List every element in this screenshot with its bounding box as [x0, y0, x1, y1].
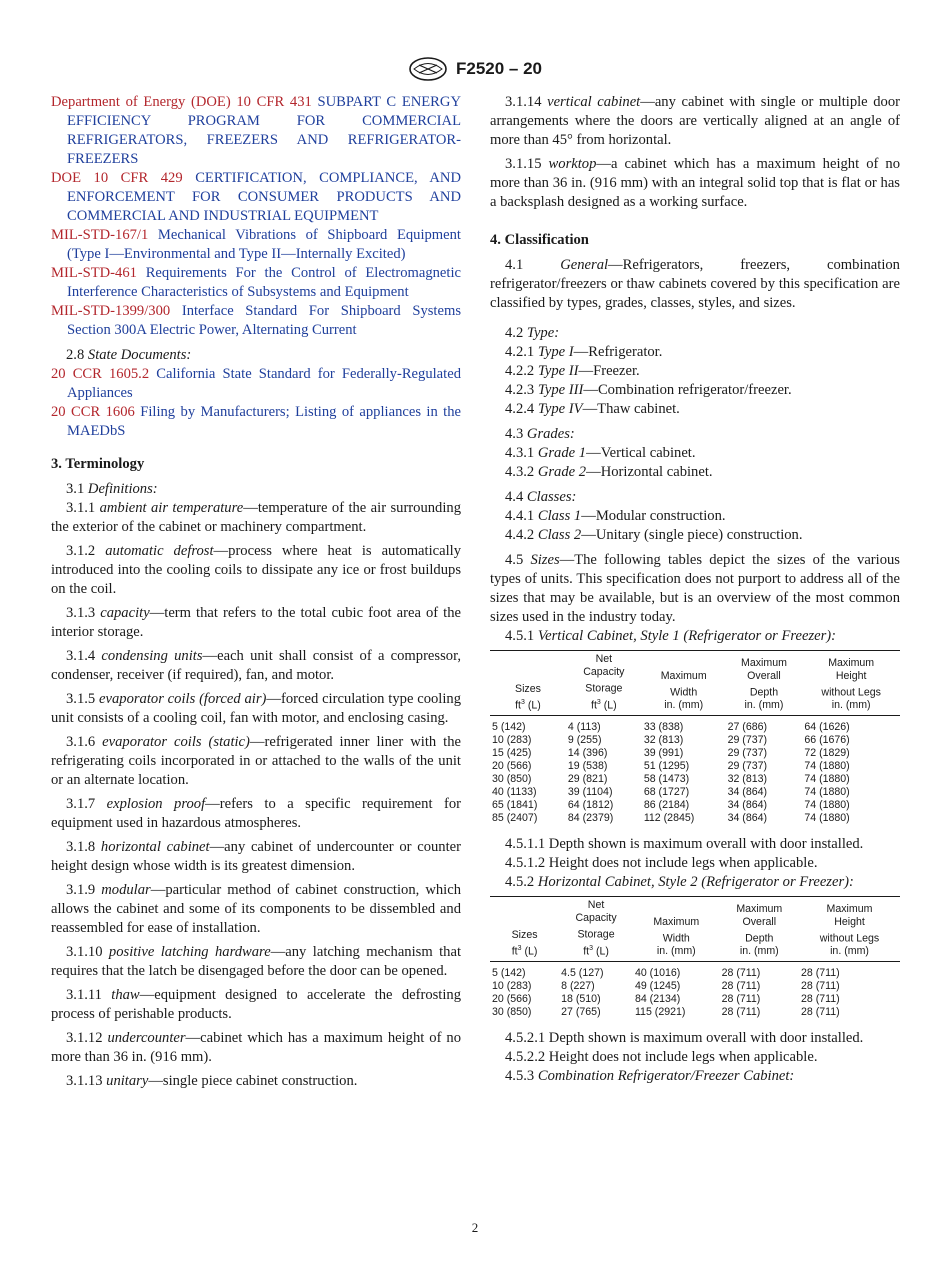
definition-paragraph	[51, 881, 461, 938]
header-line-part: ft	[583, 945, 590, 958]
table-header	[490, 651, 900, 716]
reference-code[interactable]: MIL-STD-167/1	[51, 227, 149, 243]
header-line: Sizes	[515, 682, 541, 695]
table-cell: 33 (838)	[643, 721, 684, 734]
header-line-part: 3	[589, 944, 593, 952]
header-line: Maximum	[741, 656, 787, 669]
item-term: horizontal cabinet	[100, 839, 210, 855]
table-cell: 51 (1295)	[643, 760, 690, 773]
item-text: —any cabinet of undercounter or counter height design whose width is its greatest dimension.	[51, 839, 461, 874]
item-number: 3.1.13	[66, 1073, 103, 1089]
item-text: —Modular construction.	[581, 508, 726, 524]
item-text: —forced circulation type cooling unit consists of a cooling coil, fan with motor, and enclosing casing.	[51, 691, 462, 726]
item-number: 4.2.4	[505, 401, 535, 417]
paragraph-4-5-3: 4.5.3 Combination Refrigerator/Freezer Cabinet:	[505, 1068, 795, 1085]
item-text: —term that refers to the total cubic foot area of the interior storage.	[51, 605, 461, 640]
table-cell: 28 (711)	[801, 980, 840, 993]
header-line-part: Storage	[577, 928, 615, 941]
table-cell: 74 (1880)	[804, 799, 850, 812]
item-text: —Combination refrigerator/freezer.	[583, 382, 792, 398]
table-cell: 66 (1676)	[804, 734, 850, 747]
reference-entry	[51, 365, 461, 403]
table-cell: 64 (1626)	[804, 721, 850, 734]
header-line: Height	[834, 915, 865, 928]
paragraph-4-5-2: 4.5.2 Horizontal Cabinet, Style 2 (Refrigerator or Freezer):	[505, 874, 854, 891]
header-line	[561, 925, 631, 942]
item-term: evaporator coils (static)	[102, 734, 250, 750]
table-body	[490, 716, 900, 830]
grades-list	[490, 444, 900, 482]
horizontal-cabinet-table	[490, 896, 900, 1023]
definition-paragraph	[505, 507, 900, 526]
reference-entry	[51, 264, 461, 302]
table-cell: 28 (711)	[721, 1006, 761, 1019]
item-text: —Vertical cabinet.	[586, 445, 696, 461]
header-line: Overall	[747, 669, 781, 682]
header-line	[801, 929, 898, 946]
header-line-part: ft	[515, 699, 521, 712]
table-cell: 20 (566)	[492, 760, 532, 773]
header-line	[492, 942, 557, 959]
table-cell: 32 (813)	[727, 773, 768, 786]
definition-paragraph	[51, 733, 461, 790]
column-header	[633, 897, 720, 962]
table-cell: 85 (2407)	[492, 812, 538, 825]
table-cell: 84 (2379)	[567, 812, 614, 825]
item-text: —particular method of cabinet construction, which allows the cabinet and some of its components to be dissembled and reassembled for ease of installation.	[51, 882, 461, 936]
item-number: 3.1.3	[66, 605, 96, 621]
table-cell: 30 (850)	[492, 773, 532, 786]
item-term: ambient air temperature	[99, 500, 244, 516]
table-cell: 39 (991)	[643, 747, 684, 760]
header-line: Net	[587, 899, 605, 912]
header-line: Maximum	[653, 915, 700, 928]
header-line: Maximum	[660, 669, 707, 682]
item-number: 4.4.1	[505, 508, 535, 524]
reference-code[interactable]: Department of Energy (DOE) 10 CFR 431	[51, 94, 312, 110]
table-cell: 10 (283)	[492, 980, 532, 993]
table-row	[490, 799, 900, 812]
header-line	[568, 696, 640, 713]
table-cell: 28 (711)	[801, 967, 840, 980]
note-4-5-2-2: 4.5.2.2 Height does not include legs when applicable.	[505, 1049, 818, 1066]
page-header	[0, 56, 950, 82]
table-cell: 34 (864)	[727, 799, 768, 812]
header-line-part: (L)	[600, 699, 617, 712]
table-cell: 29 (737)	[727, 760, 768, 773]
definition-paragraph	[51, 986, 461, 1024]
item-text: —a cabinet which has a maximum height of no more than 36 in. (916 mm) with an integral solid top that is flat or has a backsplash designed as a working surface.	[490, 156, 900, 210]
item-term: automatic defrost	[105, 543, 214, 559]
definition-paragraph	[51, 1029, 461, 1067]
section-4-heading: 4. Classification	[490, 232, 589, 248]
column-header	[559, 897, 633, 962]
table-cell: 84 (2134)	[634, 993, 681, 1006]
column-header	[726, 651, 803, 716]
definition-paragraph	[51, 943, 461, 981]
table-cell: 74 (1880)	[804, 773, 850, 786]
table-cell: 74 (1880)	[804, 786, 850, 799]
header-line: in. (mm)	[656, 945, 696, 958]
reference-title[interactable]: Filing by Manufacturers; Listing of appliances in the MAEDbS	[67, 404, 462, 439]
item-number: 3.1.4	[66, 648, 96, 664]
item-term: Class 1	[537, 508, 582, 524]
item-term: unitary	[106, 1073, 149, 1089]
table-cell: 29 (737)	[727, 747, 768, 760]
classes-list	[490, 507, 900, 545]
table-header	[490, 897, 900, 962]
item-term: positive latching hardware	[108, 944, 271, 960]
column-header	[490, 897, 559, 962]
vertical-cabinet-table	[490, 650, 900, 829]
item-text: —refers to a specific requirement for equipment used in hazardous atmospheres.	[51, 796, 461, 831]
header-line	[568, 679, 640, 696]
table-cell: 74 (1880)	[804, 760, 850, 773]
table-cell: 27 (765)	[561, 1006, 601, 1019]
table-row	[490, 773, 900, 786]
definition-paragraph	[51, 1072, 461, 1091]
left-column	[51, 93, 461, 1096]
item-term: Grade 1	[537, 445, 587, 461]
header-line-part: Width	[662, 932, 690, 945]
reference-entry	[51, 302, 461, 340]
table-cell: 58 (1473)	[643, 773, 690, 786]
definition-paragraph	[505, 381, 900, 400]
terms-list	[51, 499, 461, 1091]
table-cell: 20 (566)	[492, 993, 532, 1006]
reference-title[interactable]: Mechanical Vibrations of Shipboard Equipment (Type I—Environmental and Type II—Internally Excited)	[67, 227, 461, 262]
item-term: Type IV	[537, 401, 583, 417]
table-cell: 29 (821)	[567, 773, 608, 786]
reference-code[interactable]: 20 CCR 1605.2	[51, 366, 150, 382]
item-text: —each unit shall consist of a compressor, condenser, receiver (if required), fan, and motor.	[51, 648, 461, 683]
reference-entry	[51, 93, 461, 169]
definition-paragraph	[505, 444, 900, 463]
item-number: 3.1.6	[66, 734, 96, 750]
table-body	[490, 962, 900, 1024]
definition-paragraph	[490, 155, 900, 212]
column-header	[566, 651, 642, 716]
item-text: —cabinet which has a maximum height of no more than 36 in. (916 mm).	[51, 1030, 461, 1065]
table-cell: 8 (227)	[561, 980, 595, 993]
item-number: 4.2.2	[505, 363, 535, 379]
terms-list-continued	[490, 93, 900, 212]
item-number: 3.1.8	[66, 839, 96, 855]
item-number: 3.1.7	[66, 796, 96, 812]
item-term: Class 2	[537, 527, 582, 543]
table-cell: 86 (2184)	[643, 799, 690, 812]
table-row	[490, 716, 900, 735]
column-header	[720, 897, 799, 962]
item-text: —any latching mechanism that requires that the latch be disengaged before the door can be opened.	[51, 944, 461, 979]
page-number: 2	[471, 1220, 479, 1235]
item-number: 4.2.3	[505, 382, 535, 398]
definition-paragraph	[51, 838, 461, 876]
item-text: —any cabinet with single or multiple door arrangements where the doors are vertically aligned at an angle of more than 45° from horizontal.	[490, 94, 900, 148]
header-line-part: without Legs	[821, 686, 881, 699]
item-text: —Unitary (single piece) construction.	[581, 527, 803, 543]
table-cell: 49 (1245)	[634, 980, 681, 993]
table-cell: 28 (711)	[801, 993, 840, 1006]
header-line-part: ft	[511, 945, 518, 958]
header-row	[490, 897, 900, 962]
definition-paragraph	[505, 400, 900, 419]
definition-paragraph	[51, 542, 461, 599]
table-cell: 34 (864)	[727, 812, 768, 825]
header-line: Maximum	[826, 902, 873, 915]
table-cell: 112 (2845)	[643, 812, 695, 825]
paragraph-4-4: 4.4 Classes:	[505, 489, 577, 505]
header-line	[635, 929, 718, 946]
header-line: Maximum	[828, 656, 875, 669]
header-superscript: 3	[517, 944, 522, 952]
header-line	[728, 683, 801, 700]
paragraph-4-2: 4.2 Type:	[505, 325, 560, 341]
reference-entry	[51, 226, 461, 264]
table-row	[490, 786, 900, 799]
table-row	[490, 760, 900, 773]
header-line-part: (L)	[521, 945, 538, 958]
item-number: 4.2.1	[505, 344, 535, 360]
header-line: Capacity	[575, 912, 617, 925]
item-term: undercounter	[107, 1030, 186, 1046]
header-line-part: Depth	[749, 686, 779, 699]
section-3-heading: 3. Terminology	[51, 456, 145, 472]
item-term: modular	[101, 882, 151, 898]
item-term: evaporator coils (forced air)	[99, 691, 267, 707]
reference-entry	[51, 169, 461, 226]
table-cell: 72 (1829)	[804, 747, 850, 760]
header-line: in. (mm)	[739, 945, 779, 958]
table-cell: 10 (283)	[492, 734, 532, 747]
paragraph-4-5-1: 4.5.1 Vertical Cabinet, Style 1 (Refrigerator or Freezer):	[505, 628, 837, 644]
definitions-heading: 3.1 Definitions:	[66, 481, 158, 497]
table-cell: 30 (850)	[492, 1006, 532, 1019]
reference-code[interactable]: DOE 10 CFR 429	[51, 170, 183, 186]
item-number: 3.1.2	[66, 543, 96, 559]
header-line: in. (mm)	[831, 699, 871, 712]
definition-paragraph	[505, 362, 900, 381]
header-line: Net	[595, 653, 613, 665]
paragraph-4-3: 4.3 Grades:	[505, 426, 575, 442]
header-line-part: Storage	[585, 682, 623, 695]
table-row	[490, 812, 900, 829]
astm-logo-icon	[408, 56, 448, 82]
standard-designation: F2520 – 20	[455, 59, 542, 78]
header-line-part: 3	[596, 698, 601, 706]
reference-title[interactable]: California State Standard for Federally-Regulated Appliances	[67, 366, 461, 401]
table-row	[490, 747, 900, 760]
header-line	[644, 683, 724, 700]
header-line-part: ft	[591, 699, 597, 712]
reference-entry	[51, 403, 462, 441]
definition-paragraph	[505, 526, 900, 545]
header-line: Overall	[742, 915, 777, 928]
table-cell: 14 (396)	[567, 747, 608, 760]
table-cell: 65 (1841)	[492, 799, 538, 812]
reference-title[interactable]: Requirements For the Control of Electromagnetic Interference Characteristics of Subsystems and Equipment	[67, 265, 461, 300]
table-cell: 28 (711)	[801, 1006, 840, 1019]
definition-paragraph	[505, 343, 900, 362]
table-row	[490, 1006, 900, 1023]
definition-paragraph	[51, 604, 461, 642]
item-number: 4.3.2	[505, 464, 535, 480]
header-line-part: Depth	[745, 932, 774, 945]
paragraph-4-5: 4.5 Sizes—The following tables depict the sizes of the various types of units. This specification does not purport to address all of the sizes that may be available, but is an overview of the most common sizes used in the industry today.	[490, 552, 900, 625]
state-documents-heading: 2.8 State Documents:	[66, 347, 192, 363]
item-term: Type II	[537, 363, 579, 379]
table-cell: 28 (711)	[721, 967, 761, 980]
table-cell: 40 (1133)	[492, 786, 537, 799]
header-line-part: without Legs	[819, 932, 880, 945]
reference-list	[51, 93, 461, 340]
table-cell: 27 (686)	[727, 721, 768, 734]
item-term: Grade 2	[537, 464, 587, 480]
header-line: Height	[835, 669, 867, 682]
table-cell: 28 (711)	[721, 980, 761, 993]
item-number: 3.1.11	[66, 987, 102, 1003]
note-4-5-2-1: 4.5.2.1 Depth shown is maximum overall with door installed.	[505, 1030, 864, 1047]
item-term: worktop	[548, 156, 597, 172]
definition-paragraph	[51, 795, 461, 833]
table-cell: 115 (2921)	[634, 1006, 686, 1019]
reference-code[interactable]: MIL-STD-1399/300	[51, 303, 171, 319]
table-cell: 4.5 (127)	[561, 967, 604, 980]
header-line: Maximum	[736, 902, 783, 915]
header-line: Sizes	[511, 928, 538, 941]
types-list	[490, 343, 900, 419]
paragraph-4-1: 4.1 General—Refrigerators, freezers, combination refrigerator/freezers or thaw cabinets covered by this specification are classified by types, grades, classes, styles, and sizes.	[490, 257, 900, 311]
reference-title[interactable]: Interface Standard For Shipboard Systems Section 300A Electric Power, Alternating Current	[67, 303, 461, 338]
header-superscript: 3	[521, 698, 525, 706]
item-number: 3.1.12	[66, 1030, 103, 1046]
reference-code[interactable]: MIL-STD-461	[51, 265, 137, 281]
table-row	[490, 962, 900, 981]
note-4-5-1-2: 4.5.1.2 Height does not include legs when applicable.	[505, 855, 818, 872]
header-line	[561, 942, 631, 959]
table-cell: 40 (1016)	[634, 967, 681, 980]
item-term: thaw	[111, 987, 140, 1003]
item-text: —Thaw cabinet.	[582, 401, 680, 417]
table-cell: 19 (538)	[567, 760, 608, 773]
definition-paragraph	[51, 499, 461, 537]
column-header	[642, 651, 726, 716]
item-number: 3.1.10	[66, 944, 103, 960]
definition-paragraph	[490, 93, 900, 150]
table-cell: 28 (711)	[721, 993, 761, 1006]
table-cell: 4 (113)	[567, 721, 601, 734]
item-number: 3.1.5	[66, 691, 96, 707]
header-row	[490, 651, 900, 716]
table-cell: 29 (737)	[727, 734, 768, 747]
item-number: 4.4.2	[505, 527, 535, 543]
reference-code[interactable]: 20 CCR 1606	[51, 404, 135, 420]
table-cell: 68 (1727)	[643, 786, 690, 799]
header-line-part: Width	[670, 686, 698, 699]
item-number: 3.1.14	[505, 94, 542, 110]
column-header	[802, 651, 900, 716]
table-cell: 15 (425)	[492, 747, 532, 760]
header-line: in. (mm)	[744, 699, 784, 712]
item-number: 3.1.15	[505, 156, 542, 172]
item-term: vertical cabinet	[547, 94, 641, 110]
definition-paragraph	[51, 690, 461, 728]
header-line	[804, 683, 898, 700]
header-line-part: (L)	[593, 945, 609, 958]
item-term: explosion proof	[106, 796, 206, 812]
item-text: —temperature of the air surrounding the exterior of the cabinet or machinery compartment.	[51, 500, 462, 535]
reference-title[interactable]: CERTIFICATION, COMPLIANCE, AND ENFORCEMENT FOR CONSUMER PRODUCTS AND COMMERCIAL AND INDUSTRIAL EQUIPMENT	[67, 170, 461, 224]
item-text: —Horizontal cabinet.	[586, 464, 713, 480]
table-row	[490, 980, 900, 993]
reference-title[interactable]: SUBPART C ENERGY EFFICIENCY PROGRAM FOR COMMERCIAL REFRIGERATORS, FREEZERS AND REFRIGERATOR-FREEZERS	[67, 94, 461, 167]
table-cell: 9 (255)	[567, 734, 602, 747]
item-number: 3.1.1	[66, 500, 96, 516]
item-text: —Freezer.	[578, 363, 640, 379]
table-cell: 32 (813)	[643, 734, 684, 747]
item-text: —process where heat is automatically introduced into the cooling coils to dissipate any ice or frost buildups on the coil.	[51, 543, 461, 597]
table-cell: 5 (142)	[492, 967, 526, 980]
table-cell: 18 (510)	[561, 993, 601, 1006]
header-line: in. (mm)	[664, 699, 704, 712]
header-line	[722, 929, 797, 946]
table-cell: 64 (1812)	[567, 799, 614, 812]
note-4-5-1-1: 4.5.1.1 Depth shown is maximum overall with door installed.	[505, 836, 864, 853]
table-row	[490, 734, 900, 747]
item-term: Type III	[537, 382, 584, 398]
header-line-part: (L)	[524, 699, 541, 712]
definition-paragraph	[505, 463, 900, 482]
header-line: in. (mm)	[830, 945, 869, 958]
item-text: —Refrigerator.	[573, 344, 663, 360]
definition-paragraph	[51, 647, 461, 685]
item-text: —refrigerated inner liner with the refrigerating coils incorporated in or attached to the walls of the unit or an alternate location.	[51, 734, 461, 788]
table-cell: 74 (1880)	[804, 812, 850, 825]
column-header	[799, 897, 900, 962]
item-term: Type I	[537, 344, 574, 360]
right-column	[490, 93, 900, 1086]
column-header	[490, 651, 566, 716]
item-term: capacity	[100, 605, 150, 621]
table-cell: 5 (142)	[492, 721, 526, 734]
header-line: Capacity	[583, 666, 625, 678]
item-number: 3.1.9	[66, 882, 96, 898]
item-number: 4.3.1	[505, 445, 535, 461]
table-cell: 34 (864)	[727, 786, 768, 799]
item-text: —equipment designed to accelerate the defrosting process of perishable products.	[51, 987, 461, 1022]
state-reference-list	[51, 365, 461, 441]
table-row	[490, 993, 900, 1006]
table-cell: 39 (1104)	[567, 786, 613, 799]
header-line	[492, 696, 564, 713]
item-term: condensing units	[101, 648, 203, 664]
item-text: —single piece cabinet construction.	[148, 1073, 358, 1089]
